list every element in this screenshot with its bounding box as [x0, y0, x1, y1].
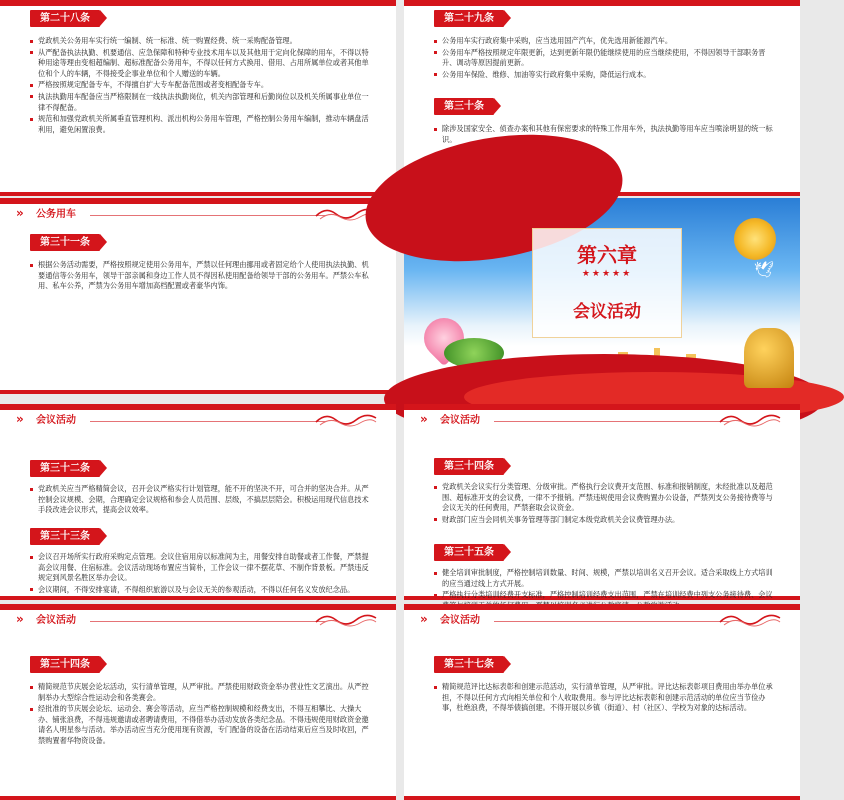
- bullet-list: [30, 36, 374, 136]
- slide-article-32-33: [0, 404, 396, 600]
- slide-article-34-35: [404, 404, 800, 600]
- slide-top-bar: [0, 0, 396, 6]
- article-badge: 第三十一条: [30, 234, 100, 251]
- header-divider: [90, 215, 326, 216]
- article-badge: 第三十条: [434, 98, 494, 115]
- bullet-list: [30, 552, 374, 596]
- section-header: [404, 610, 800, 632]
- article-badge: 第二十八条: [30, 10, 100, 27]
- bullet-item: 经批准的节庆展会论坛、运动会、赛会等活动，应当严格控制规模和经费支出，不得互相攀比、大操大办、铺张浪费，不得违规邀请或者聘请费用，不得借举办活动发放各类纪念品。不得违规使用财政资金邀请名人明星参与活动。举办活动应当充分使用现有资源，专门配备的设备在活动结束后应当及时收回，严禁购置奢华物资设备。: [30, 704, 374, 746]
- article-badge: 第三十四条: [434, 458, 504, 475]
- bullet-item: 公务用车严格按照规定年限更新，达到更新年限仍能继续使用的应当继续使用，不得因领导干部职务晋升、调动等原因提前更新。: [434, 48, 778, 69]
- bullet-item: 党政机关应当严格精简会议，召开会议严格实行计划管理，能不开的坚决不开，可合并的坚决合并。从严控制会议规模、会期，合理确定会议规格和参会人员范围、层级，不搞层层陪会。积极运用现代信息技术手段改进会议形式，提高会议效率。: [30, 484, 374, 516]
- star-row-icon: ★★★★★: [581, 269, 633, 279]
- chapter-slide: [404, 198, 800, 404]
- bullet-item: 会议召开场所实行政府采购定点管理。会议住宿用房以标准间为主，用餐安排自助餐或者工作餐，严禁提高会议用餐、住宿标准。会议活动现场布置应当简朴，工作会议一律不摆花草、不制作背景板。严禁违反规定到风景名胜区举办会议。: [30, 552, 374, 584]
- wave-ornament-icon: [720, 410, 780, 430]
- article-badge: 第三十二条: [30, 460, 100, 477]
- slide-top-bar: [404, 0, 800, 6]
- section-title: 会议活动: [440, 615, 480, 626]
- section-title: 会议活动: [440, 415, 480, 426]
- header-divider: [494, 621, 730, 622]
- article-badge: 第三十七条: [434, 656, 504, 673]
- slide-article-28: [0, 0, 396, 196]
- bullet-item: 健全培训审批制度，严格控制培训数量、时间、规模，严禁以培训名义召开会议。适合采取线上方式培训的应当通过线上方式开展。: [434, 568, 778, 589]
- article-badge: 第三十三条: [30, 528, 100, 545]
- section-title: 会议活动: [36, 615, 76, 626]
- bullet-item: 规范和加强党政机关所属垂直管理机构、派出机构公务用车管理，严格控制公务用车编制，推动车辆盘活利用，避免闲置浪费。: [30, 114, 374, 135]
- section-header: [0, 410, 396, 432]
- header-divider: [494, 421, 730, 422]
- bullet-item: 从严配备执法执勤、机要通信、应急保障和特种专业技术用车以及其他用于定向化保障的用车，不得以特种用途等理由变相超编制、超标准配备公务用车，不得以任何方式换用、借用、占用所属单位或者其他单位和个人的车辆，不得接受企事业单位和个人赠送的车辆。: [30, 48, 374, 80]
- bullet-item: 精简规范评比达标表彰和创建示范活动，实行清单管理，从严审批。评比达标表彰项目费用由举办单位承担，不得以任何方式向相关单位和个人收取费用。参与评比达标表彰和创建示范活动的单位应当节俭办事，杜绝浪费，不得举债搞创建。不得开展以乡镇（街道）、村（社区）、学校为对象的达标活动。: [434, 682, 778, 714]
- bullet-item: 根据公务活动需要，严格按照规定使用公务用车，严禁以任何理由挪用或者固定给个人使用执法执勤、机要通信等公务用车，领导干部亲属和身边工作人员不得因私使用配备给领导干部的公务用车。严禁公车私用、私车公养，严禁为公务用车增加高档配置或者豪华内饰。: [30, 260, 374, 292]
- bullet-item: 严格执行分类培训经费开支标准，严格控制培训经费支出范围，严禁在培训经费中列支公务接待费、会议: [434, 590, 778, 611]
- dove-icon: 🕊: [754, 260, 775, 279]
- article-badge: 第三十四条: [30, 656, 100, 673]
- national-emblem-icon: [734, 218, 776, 260]
- bullet-item: 党政机关会议实行分类管理、分级审批。严格执行会议费开支范围、标准和报销制度，未经批准以及超范围、超标准开支的会议费，一律不予报销。严禁违规使用会议费购置办公设备，严禁列支公务接待费等与会议无关的任何费用，严禁套取会议资金。: [434, 482, 778, 514]
- bullet-item: 执法执勤用车配备应当严格限制在一线执法执勤岗位，机关内部管理和后勤岗位以及机关所属事业单位一律不得配备。: [30, 92, 374, 113]
- header-divider: [90, 421, 326, 422]
- bullet-item: 严格按照规定配备专车，不得擅自扩大专车配备范围或者变相配备专车。: [30, 80, 374, 91]
- chapter-title: 第六章: [577, 243, 637, 267]
- bullet-list: [30, 484, 374, 517]
- bullet-item: 精简规范节庆展会论坛活动，实行清单管理，从严审批。严禁使用财政资金举办营业性文艺演出。从严控制举办大型综合性运动会和各类赛会。: [30, 682, 374, 703]
- bullet-list: [434, 36, 778, 81]
- chevron-right-icon: »: [420, 412, 425, 426]
- stone-lion-icon: [744, 328, 794, 388]
- bullet-item: 财政部门应当会同机关事务管理等部门制定本级党政机关会议费管理办法。: [434, 515, 778, 526]
- section-title: 会议活动: [36, 415, 76, 426]
- bullet-list: [434, 682, 778, 715]
- section-title: 公务用车: [36, 209, 76, 220]
- bullet-item: 公务用车实行政府集中采购，应当选用国产汽车，优先选用新能源汽车。: [434, 36, 778, 47]
- bullet-item: 公务用车保险、维修、加油等实行政府集中采购，降低运行成本。: [434, 70, 778, 81]
- bullet-list: [30, 260, 374, 293]
- article-badge: 第二十九条: [434, 10, 504, 27]
- header-divider: [90, 621, 326, 622]
- bullet-list: [434, 482, 778, 526]
- bullet-item: 会议期间，不得安排宴请，不得组织旅游以及与会议无关的参观活动，不得以任何名义发放纪念品。: [30, 585, 374, 596]
- slide-article-31: [0, 198, 396, 394]
- wave-ornament-icon: [720, 610, 780, 630]
- wave-ornament-icon: [316, 610, 376, 630]
- chevron-right-icon: »: [420, 612, 425, 626]
- bullet-list: [30, 682, 374, 748]
- section-header: [0, 204, 396, 226]
- chevron-right-icon: »: [16, 412, 21, 426]
- slide-article-37: [404, 604, 800, 800]
- chapter-title-box: [532, 228, 682, 338]
- chevron-right-icon: »: [16, 612, 21, 626]
- chevron-right-icon: »: [16, 206, 21, 220]
- article-badge: 第三十五条: [434, 544, 504, 561]
- chapter-subtitle: 会议活动: [573, 302, 641, 322]
- slide-article-34b: [0, 604, 396, 800]
- section-header: [404, 410, 800, 432]
- section-header: [0, 610, 396, 632]
- wave-ornament-icon: [316, 410, 376, 430]
- bullet-item: 党政机关公务用车实行统一编制、统一标准、统一购置经费、统一采购配备管理。: [30, 36, 374, 47]
- bullet-item: 除涉及国家安全、侦查办案和其他有保密要求的特殊工作用车外，执法执勤等用车应当喷涂明显的统一标识。: [434, 124, 778, 145]
